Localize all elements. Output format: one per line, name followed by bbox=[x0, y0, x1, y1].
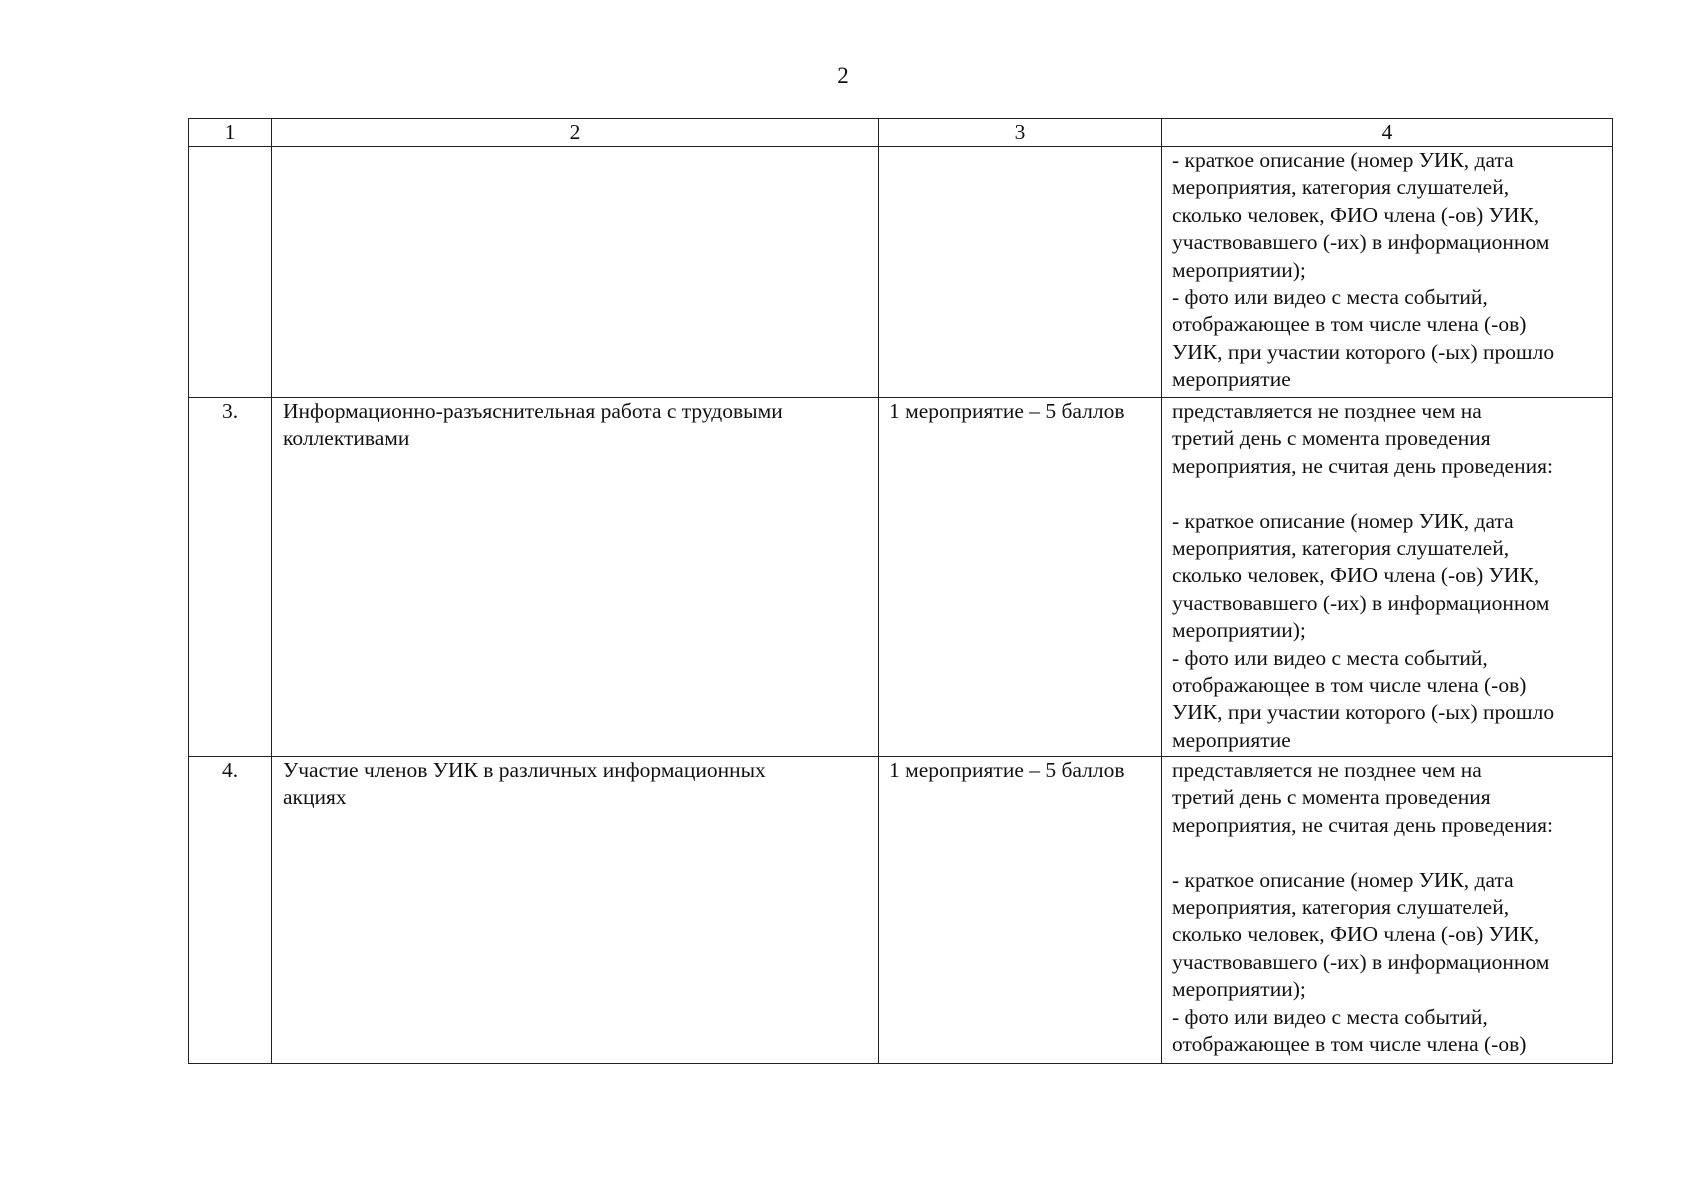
column-header-3: 3 bbox=[879, 119, 1162, 147]
requirements-line: представляется не позднее чем на bbox=[1172, 758, 1482, 782]
requirements-line: - краткое описание (номер УИК, дата bbox=[1172, 508, 1514, 533]
requirements-line: - фото или видео с места событий, bbox=[1172, 285, 1488, 310]
requirements-line: мероприятие bbox=[1172, 727, 1291, 752]
requirements-line: мероприятии); bbox=[1172, 977, 1306, 1002]
requirements-line bbox=[1172, 480, 1606, 507]
requirements-line: участвовавшего (-их) в информационном bbox=[1172, 949, 1550, 974]
points-cell: 1 мероприятие – 5 баллов bbox=[879, 757, 1162, 1064]
requirements-line: мероприятия, категория слушателей, bbox=[1172, 175, 1510, 200]
table-row bbox=[189, 147, 1613, 398]
requirements-line: участвовавшего (-их) в информационном bbox=[1172, 590, 1550, 615]
column-header-4: 4 bbox=[1162, 119, 1613, 147]
column-header-2: 2 bbox=[272, 119, 879, 147]
page-number: 2 bbox=[837, 63, 849, 88]
requirements-line: мероприятия, не считая день проведения: bbox=[1172, 812, 1553, 837]
requirements-line: мероприятии); bbox=[1172, 257, 1306, 282]
requirements-line: УИК, при участии которого (-ых) прошло bbox=[1172, 700, 1555, 725]
activity-line: коллективами bbox=[283, 426, 410, 451]
requirements-line bbox=[1172, 839, 1606, 866]
requirements-line: - фото или видео с места событий, bbox=[1172, 645, 1488, 670]
activity-cell bbox=[272, 398, 879, 757]
requirements-line: третий день с момента проведения bbox=[1172, 426, 1491, 451]
requirements-line: сколько человек, ФИО члена (-ов) УИК, bbox=[1172, 563, 1540, 588]
row-number-cell: 4. bbox=[189, 757, 272, 1064]
points-cell: 1 мероприятие – 5 баллов bbox=[879, 398, 1162, 757]
requirements-line: представляется не позднее чем на bbox=[1172, 399, 1482, 423]
activity-line: Информационно-разъяснительная работа с трудовыми bbox=[283, 399, 783, 423]
header-row bbox=[189, 119, 1613, 147]
requirements-cell bbox=[1162, 147, 1613, 398]
requirements-line: - краткое описание (номер УИК, дата bbox=[1172, 148, 1514, 172]
requirements-line: мероприятия, категория слушателей, bbox=[1172, 536, 1510, 561]
requirements-line: сколько человек, ФИО члена (-ов) УИК, bbox=[1172, 922, 1540, 947]
requirements-line: сколько человек, ФИО члена (-ов) УИК, bbox=[1172, 202, 1540, 227]
column-header-1: 1 bbox=[189, 119, 272, 147]
requirements-line: мероприятия, категория слушателей, bbox=[1172, 895, 1510, 920]
table-row bbox=[189, 757, 1613, 1064]
table-row bbox=[189, 398, 1613, 757]
requirements-line: участвовавшего (-их) в информационном bbox=[1172, 230, 1550, 255]
criteria-table bbox=[188, 118, 1613, 1064]
activity-cell bbox=[272, 757, 879, 1064]
requirements-line: третий день с момента проведения bbox=[1172, 785, 1491, 810]
activity-line: акциях bbox=[283, 785, 347, 810]
points-cell bbox=[879, 147, 1162, 398]
row-number-cell bbox=[189, 147, 272, 398]
requirements-cell bbox=[1162, 757, 1613, 1064]
requirements-line: отображающее в том числе члена (-ов) bbox=[1172, 312, 1527, 337]
requirements-line: мероприятие bbox=[1172, 367, 1291, 392]
requirements-line: УИК, при участии которого (-ых) прошло bbox=[1172, 339, 1555, 364]
requirements-line: - фото или видео с места событий, bbox=[1172, 1004, 1488, 1029]
requirements-line: отображающее в том числе члена (-ов) bbox=[1172, 673, 1527, 698]
activity-cell bbox=[272, 147, 879, 398]
requirements-line: - краткое описание (номер УИК, дата bbox=[1172, 867, 1514, 892]
requirements-line: мероприятия, не считая день проведения: bbox=[1172, 453, 1553, 478]
requirements-line: мероприятии); bbox=[1172, 618, 1306, 643]
requirements-cell bbox=[1162, 398, 1613, 757]
requirements-line: отображающее в том числе члена (-ов) bbox=[1172, 1032, 1527, 1057]
row-number-cell: 3. bbox=[189, 398, 272, 757]
activity-line: Участие членов УИК в различных информационных bbox=[283, 758, 766, 782]
